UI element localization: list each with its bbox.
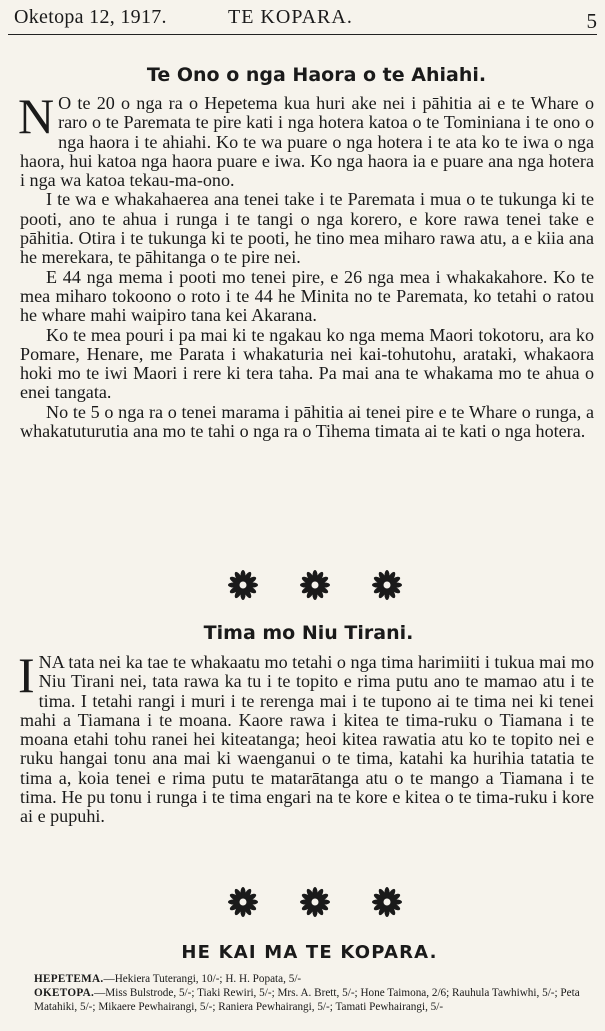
- issue-date: Oketopa 12, 1917.: [14, 6, 167, 28]
- header-rule: [8, 34, 597, 35]
- ornament-divider: [0, 887, 605, 917]
- newspaper-title: TE KOPARA.: [228, 6, 353, 28]
- donation-entry: [12, 986, 597, 1014]
- drop-cap: N: [18, 88, 55, 144]
- daisy-flower-icon: [298, 887, 332, 917]
- article-paragraph: E 44 nga mema i pooti mo tenei pire, e 26 nga mea i whakakahore. Ko te mea miharo tokoono o roto i te 44 he Minita no te Paremata, ko tetahi o ratou he whare mahi waipiro tana kei Akarana.: [20, 266, 594, 326]
- article-paragraph: No te 5 o nga ra o tenei marama i pāhitia ai tenei pire e te Whare o runga, a whakatuturutia ana mo te tahi o nga ra o Tihema timata ai te kati o nga hotera.: [20, 401, 594, 442]
- page-number: 5: [586, 9, 597, 33]
- donation-text: —Hekiera Tuterangi, 10/-; H. H. Popata, 5/-: [103, 973, 302, 985]
- article-paragraph: [18, 647, 594, 827]
- paragraph-text: NA tata nei ka tae te whakaatu mo tetahi o nga tima harimiiti i tukua mai mo Niu Tirani nei, tata rawa ka tu i te topito e rima putu ano te mamao atu i te tima. I tetahi rangi i muri i te rerenga mai i te tupono ai te tima nei ki tenei mahi a Tiamana i te moana. Kaore rawa i kitea te tima-ruku o Tiamana i te moana etahi tohu ranei hei kiteatanga; heoi kitea rawatia atu ko te topito nei e ruku hangai tonu ana mai ki waenganui o te tima, katahi ka hurihia tatatia te tima a, koia tenei e rima putu te matarātanga atu o te mango a Tiamana i te tima. He pu tonu i runga i te tima engari na te kore e kitea o te tima-ruku i kore ai e pupuhi.: [20, 652, 594, 827]
- drop-cap: I: [18, 647, 35, 703]
- article-heading: Tima mo Niu Tirani.: [203, 622, 414, 644]
- donations-list: [12, 972, 597, 1014]
- article-paragraph: [18, 88, 594, 191]
- page-header: [14, 6, 599, 32]
- daisy-flower-icon: [226, 887, 260, 917]
- daisy-flower-icon: [370, 887, 404, 917]
- donation-text: —Miss Bulstrode, 5/-; Tiaki Rewiri, 5/-; Mrs. A. Brett, 5/-; Hone Taimona, 2/6; Rauhula Tawhiwhi, 5/-; Peta Matahiki, 5/-; Mikaere Pewhairangi, 5/-; Raniera Pewhairangi, 5/-; Tamati Pewhairangi, 5/-: [34, 987, 580, 1013]
- article-heading: Te Ono o nga Haora o te Ahiahi.: [146, 64, 487, 86]
- donation-entry: [12, 972, 597, 986]
- donation-month: OKETOPA.: [34, 987, 95, 999]
- article-paragraph: I te wa e whakahaerea ana tenei take i te Paremata i mua o te tukunga ki te pooti, ano te ahua i runga i te tangi o nga korero, e kore rawa tenei take e pāhitia. Otira i te tukunga ki te pooti, he tino mea miharo rawa atu, a e kiia ana he merekara, te pāhitanga o te pire nei.: [20, 189, 594, 268]
- donation-month: HEPETEMA.: [34, 973, 104, 985]
- daisy-flower-icon: [226, 570, 260, 600]
- daisy-flower-icon: [298, 570, 332, 600]
- donations-heading: HE KAI MA TE KOPARA.: [181, 942, 438, 963]
- paragraph-text: O te 20 o nga ra o Hepetema kua huri ake nei i pāhitia ai e te Whare o raro o te Paremata te pire kati i nga hotera katoa o te Tominiana i te ono o nga haora i te ahiahi. Ko te wa puare o nga hotera i te ata ko te iwa o nga haora, hui katoa nga haora puare e iwa. Ko nga haora ia e puare ana nga hotera i nga wa katoa tekau-ma-ono.: [20, 93, 594, 191]
- article-body: [18, 647, 594, 827]
- article-body: [18, 88, 594, 442]
- article-paragraph: Ko te mea pouri i pa mai ki te ngakau ko nga mema Maori tokotoru, ara ko Pomare, Henare, me Parata i whakaturia nei kai-tohutohu, arataki, whakaora hoki mo te iwi Maori i rere ki tera taha. Pa mai ana te whakama mo te ahua o enei tangata.: [20, 324, 594, 403]
- ornament-divider: [0, 570, 605, 600]
- daisy-flower-icon: [370, 570, 404, 600]
